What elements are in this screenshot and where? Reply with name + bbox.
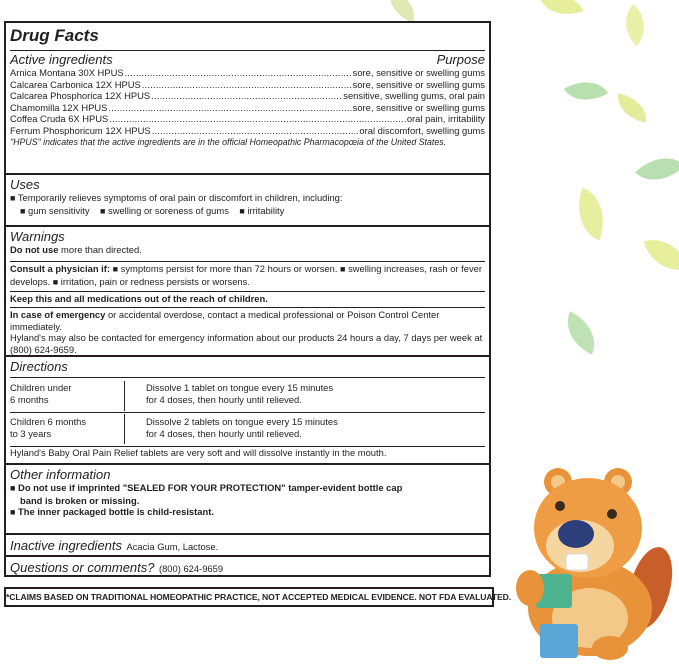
section-divider: [6, 225, 489, 227]
other-item: band is broken or missing.: [20, 494, 140, 506]
directions-divider: [10, 377, 485, 378]
leaf-5: [614, 93, 650, 122]
questions-phone: (800) 624-9659: [158, 563, 224, 574]
inactive-ingredients-text: Acacia Gum, Lactose.: [126, 541, 219, 552]
ingredient-purpose: oral discomfort, swelling gums: [359, 124, 485, 136]
bullet-square-icon: ■: [10, 193, 16, 203]
warnings-divider: [10, 261, 485, 262]
ingredient-name: Arnica Montana 30X HPUS: [10, 67, 124, 78]
ingredient-purpose: sore, sensitive or swelling gums: [352, 67, 485, 78]
hpus-note: "HPUS" indicates that the active ingredients are in the official Homeopathic Pharmacopœia of the United States.: [10, 136, 447, 147]
leaf-1: [383, 0, 421, 23]
uses-bullet: gum sensitivity: [28, 204, 90, 216]
warnings-divider: [10, 291, 485, 292]
leaf-4: [564, 71, 608, 112]
ingredient-row: [10, 67, 485, 79]
directions-note: Hyland's Baby Oral Pain Relief tablets are very soft and will dissolve instantly in the mouth.: [10, 447, 387, 458]
leaf-3: [614, 4, 656, 46]
uses-intro: Temporarily relieves symptoms of oral pain or discomfort in children, including:: [17, 192, 343, 203]
ingredient-name: Ferrum Phosphoricum 12X HPUS: [10, 124, 151, 136]
bullet-square-icon: ■: [10, 483, 16, 493]
consult-text: irritation, pain or redness persists or worsens.: [60, 275, 250, 287]
bullet-square-icon: ■: [20, 205, 26, 216]
warnings-heading: Warnings: [10, 229, 65, 244]
keep-out-text: Keep this and all medications out of the reach of children.: [10, 293, 268, 304]
other-information-section: [6, 467, 489, 519]
bullet-square-icon: ■: [52, 276, 59, 287]
claims-disclaimer: *CLAIMS BASED ON TRADITIONAL HOMEOPATHIC PRACTICE, NOT ACCEPTED MEDICAL EVIDENCE. NOT FDA EVALUATED.: [4, 587, 494, 607]
do-not-use-label: Do not use: [10, 244, 59, 255]
emergency-label: In case of emergency: [10, 309, 106, 320]
emergency-text: or accidental overdose, contact a medical professional or Poison Control Center immediately.: [10, 309, 440, 332]
bullet-square-icon: ■: [99, 205, 106, 216]
consult-block: [6, 263, 489, 288]
directions-heading: Directions: [10, 359, 68, 374]
leaf-6: [635, 144, 679, 193]
purpose-heading: Purpose: [436, 52, 485, 67]
emergency-text: (800) 624-9659.: [10, 343, 77, 355]
ingredient-name: Calcarea Phosphorica 12X HPUS: [10, 90, 151, 102]
uses-section: [6, 177, 489, 217]
leaf-7: [568, 188, 615, 241]
drug-facts-panel: [4, 21, 491, 577]
section-divider: [6, 173, 489, 175]
directions-row-divider: [10, 412, 485, 413]
uses-heading: Uses: [10, 177, 40, 192]
ingredient-purpose: oral pain, irritability: [406, 113, 485, 125]
ingredient-name: Chamomilla 12X HPUS: [10, 101, 108, 113]
ingredient-purpose: sore, sensitive or swelling gums: [352, 78, 485, 90]
leaf-8: [644, 232, 679, 278]
leaf-2: [541, 0, 584, 23]
uses-bullet: swelling or soreness of gums: [108, 204, 229, 216]
directions-age: Children 6 months to 3 years: [10, 416, 87, 439]
title-section: [6, 26, 489, 46]
ingredient-purpose: sensitive, swelling gums, oral pain: [343, 90, 485, 102]
ingredient-row: [10, 102, 485, 114]
ingredient-row: [10, 113, 485, 125]
section-divider: [6, 355, 489, 357]
consult-text: swelling increases, rash or fever: [348, 263, 483, 274]
leaf-9: [557, 311, 604, 354]
section-divider: [6, 555, 489, 557]
directions-age: Children under 6 months: [10, 382, 72, 405]
ingredient-row: [10, 125, 485, 137]
questions-heading: Questions or comments?: [10, 560, 155, 575]
bullet-square-icon: ■: [239, 205, 245, 216]
active-ingredients-section: [6, 52, 489, 148]
consult-text: develops.: [10, 275, 51, 287]
drug-facts-title: Drug Facts: [10, 26, 99, 45]
ingredient-row: [10, 79, 485, 91]
questions-section: [6, 559, 489, 577]
title-divider: [10, 50, 485, 51]
keep-out-block: [6, 293, 489, 305]
ingredient-name: Coffea Cruda 6X HPUS: [10, 113, 109, 125]
directions-dose: Dissolve 2 tablets on tongue every 15 minutes for 4 doses, then hourly until relieved.: [146, 416, 338, 439]
inactive-ingredients-section: [6, 537, 489, 555]
emergency-text: Hyland's may also be contacted for emergency information about our products 24 hours a day, 7 days per week at: [10, 332, 483, 344]
emergency-block: [6, 309, 489, 355]
other-item: Do not use if imprinted "SEALED FOR YOUR PROTECTION" tamper-evident bottle cap: [18, 482, 403, 493]
other-information-heading: Other information: [10, 467, 111, 482]
inactive-ingredients-heading: Inactive ingredients: [10, 538, 123, 553]
active-ingredients-heading: Active ingredients: [10, 52, 113, 67]
uses-bullet: irritability: [247, 204, 285, 216]
warnings-divider: [10, 307, 485, 308]
do-not-use-text: more than directed.: [58, 244, 142, 255]
ingredient-row: [10, 90, 485, 102]
directions-note-block: [6, 447, 489, 459]
section-divider: [6, 533, 489, 535]
other-item: The inner packaged bottle is child-resistant.: [18, 506, 214, 518]
directions-section: [6, 359, 489, 374]
consult-text: symptoms persist for more than 72 hours or worsen.: [120, 263, 338, 274]
directions-dose: Dissolve 1 tablet on tongue every 15 minutes for 4 doses, then hourly until relieved.: [146, 382, 334, 405]
bullet-square-icon: ■: [10, 507, 16, 518]
ingredient-name: Calcarea Carbonica 12X HPUS: [10, 78, 141, 90]
beaver-toy-illustration: [500, 458, 675, 663]
warnings-section: [6, 229, 489, 256]
consult-label: Consult a physician if:: [10, 263, 111, 274]
bullet-square-icon: ■: [340, 264, 346, 274]
section-divider: [6, 463, 489, 465]
bullet-square-icon: ■: [112, 264, 119, 274]
ingredient-purpose: sore, sensitive or swelling gums: [352, 101, 485, 113]
